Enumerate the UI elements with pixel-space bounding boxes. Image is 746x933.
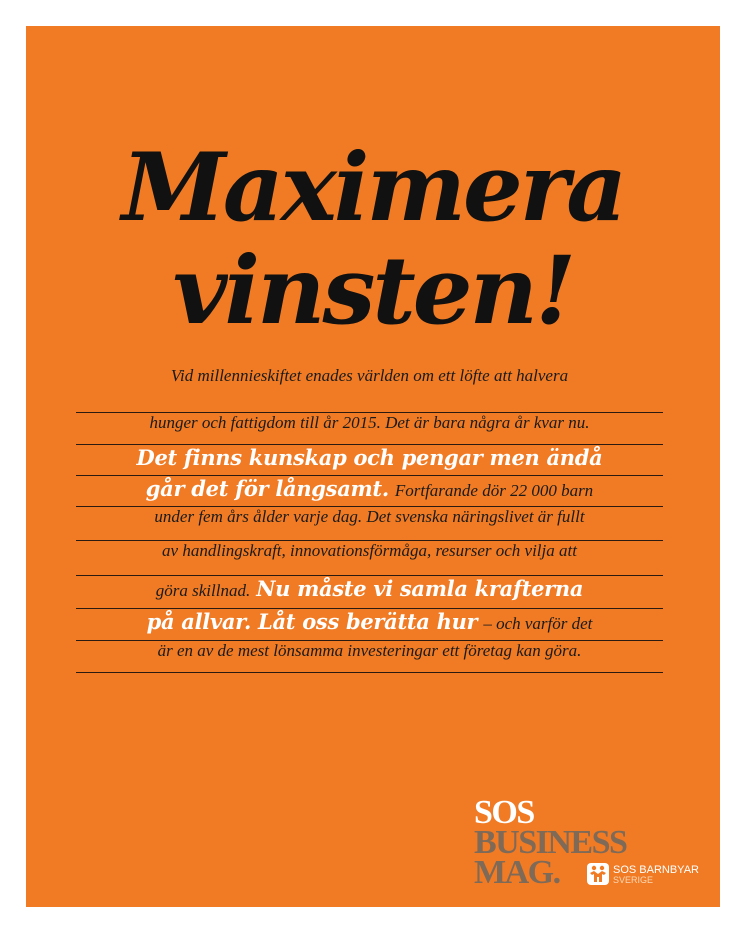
body-line-1 xyxy=(76,366,663,413)
body-text-segment: hunger och fattigdom till år 2015. Det är bara några år kvar nu. xyxy=(149,413,590,432)
body-text-segment: göra skillnad. xyxy=(155,581,251,600)
body-text xyxy=(76,366,663,673)
magazine-cover xyxy=(26,26,720,907)
body-line-6 xyxy=(76,541,663,576)
org-country: SVERIGE xyxy=(613,875,654,885)
body-line-5 xyxy=(76,507,663,541)
body-text-segment: är en av de mest lönsamma investeringar ett företag kan göra. xyxy=(157,641,582,660)
logo-word-mag: MAG. xyxy=(474,854,560,891)
sos-business-mag-logo xyxy=(474,794,714,898)
highlight-text-segment: Det finns kunskap och pengar men ändå xyxy=(136,445,603,470)
body-line-9 xyxy=(76,641,663,673)
sos-barnbyar-name xyxy=(613,865,699,885)
body-line-4 xyxy=(76,476,663,507)
body-text-segment: under fem års ålder varje dag. Det svenska näringslivet är fullt xyxy=(154,507,585,526)
logo-word-business: BUSINESS xyxy=(474,824,627,861)
logo-word-sos: SOS xyxy=(474,794,534,831)
headline-line-1: Maximera xyxy=(121,133,625,243)
body-line-3 xyxy=(76,445,663,476)
sos-children-villages-icon xyxy=(587,863,609,885)
highlight-text-segment: Nu måste vi samla krafterna xyxy=(256,576,584,601)
body-line-7 xyxy=(76,576,663,609)
body-line-8 xyxy=(76,609,663,641)
body-text-segment: Fortfarande dör 22 000 barn xyxy=(394,481,594,500)
highlight-text-segment: går det för långsamt. xyxy=(145,476,389,501)
body-text-segment: av handlingskraft, innovationsförmåga, resurser och vilja att xyxy=(162,541,577,560)
body-line-2 xyxy=(76,413,663,445)
body-text-segment: Vid millennieskiftet enades världen om ett löfte att halvera xyxy=(170,366,569,385)
body-text-segment: – och varför det xyxy=(483,614,593,633)
highlight-text-segment: på allvar. Låt oss berätta hur xyxy=(146,609,478,634)
headline-line-2: vinsten! xyxy=(172,236,574,346)
org-name: SOS BARNBYAR xyxy=(613,864,699,876)
